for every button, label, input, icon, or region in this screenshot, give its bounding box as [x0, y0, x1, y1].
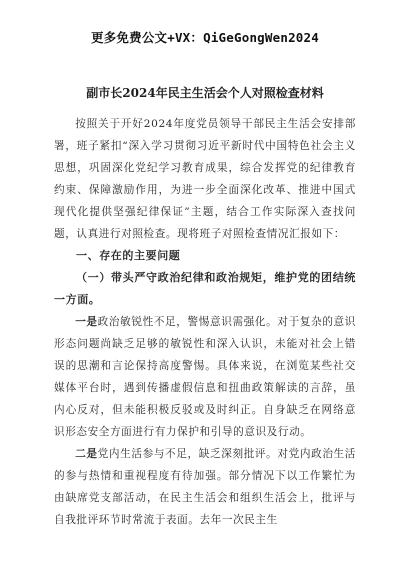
paragraph-point-two [54, 443, 356, 531]
document-title: 副市长2024年民主生活会个人对照检查材料 [86, 86, 324, 100]
intro-paragraph: 按照关于开好2024年度党员领导干部民主生活会安排部署，班子紧扣“深入学习贯彻习近平新时代中国特色社会主义思想，巩固深化党纪学习教育成果，综合发挥党的纪律教育约束、保障激励作用，为进一步全面深化改革、推进中国式现代化提供坚强纪律保证”主题，结合工作实际深入查找问题，认真进行对照检查。现将班子对照检查情况汇报如下： [54, 118, 356, 240]
watermark-text: 更多免费公文+VX：QiGeGongWen2024 [91, 30, 319, 45]
subsection-heading: （一）带头严守政治纪律和政治规矩，维护党的团结统一方面。 [54, 271, 356, 306]
point-one-body: 政治敏锐性不足，警惕意识需强化。对于复杂的意识形态问题尚缺乏足够的敏锐性和深入认识，未能对社会上错误的思潮和言论保持高度警惕。具体来说，在浏览某些社交媒体平台时，遇到传播虚假信息和扭曲政策解读的言辞，虽内心反对，但未能积极反驳或及时纠正。自身缺乏在网络意识形态安全方面进行有力保护和引导的意识及行动。 [54, 316, 356, 438]
section-heading: 一、存在的主要问题 [76, 249, 181, 262]
point-two-lead: 二是 [75, 448, 98, 460]
point-two-body: 党内生活参与不足，缺乏深刻批评。对党内政治生活的参与热情和重视程度有待加强。部分情况下以工作繁忙为由缺席党支部活动，在民主生活会和组织生活会上，批评与自我批评环节时常流于表面。去年一次民主生 [54, 448, 356, 526]
paragraph-point-one [54, 311, 356, 443]
point-one-lead: 一是 [75, 316, 98, 328]
